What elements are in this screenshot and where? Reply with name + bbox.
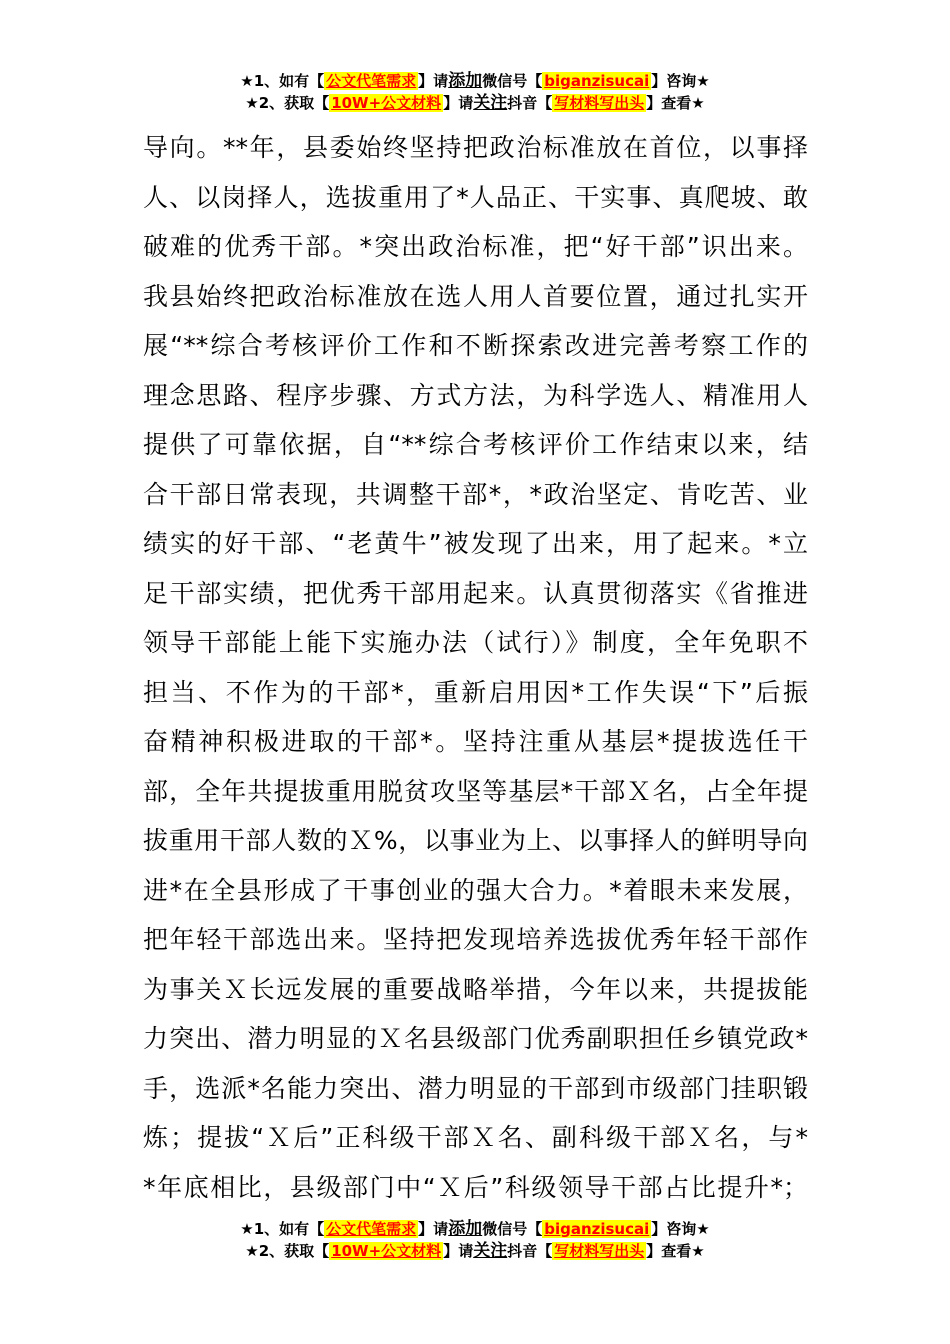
banner-text: ★2、获取【 <box>245 1242 330 1260</box>
banner-text: 微信号【 <box>482 1220 543 1238</box>
body-line: 展“**综合考核评价工作和不断探索改进完善考察工作的 <box>143 331 808 360</box>
body-line: 担当、不作为的干部*，重新启用因*工作失误“下”后振 <box>143 677 808 707</box>
body-line: 合干部日常表现，共调整干部*，*政治坚定、肯吃苦、业 <box>143 479 808 509</box>
banner-line-2 <box>0 1240 950 1262</box>
body-line: 理念思路、程序步骤、方式方法，为科学选人、精准用人 <box>143 380 808 410</box>
body-line: 拔重用干部人数的Ｘ%，以事业为上、以事择人的鲜明导向 <box>143 826 808 855</box>
banner-text: 】请 <box>418 72 449 90</box>
body-line: 进*在全县形成了干事创业的强大合力。*着眼未来发展， <box>143 875 808 905</box>
body-line: 领导干部能上能下实施办法（试行）》制度，全年免职不 <box>143 628 808 657</box>
body-line: 人、以岗择人，选拔重用了*人品正、干实事、真爬坡、敢 <box>143 182 808 212</box>
banner-text: ★1、如有【 <box>240 72 325 90</box>
body-line: 绩实的好干部、“老黄牛”被发现了出来，用了起来。*立 <box>143 529 808 558</box>
body-line: 足干部实绩，把优秀干部用起来。认真贯彻落实《省推进 <box>143 578 808 608</box>
banner-line-1 <box>0 1218 950 1240</box>
body-line: *年底相比，县级部门中“Ｘ后”科级领导干部占比提升*； <box>143 1172 808 1202</box>
body-line: 破难的优秀干部。*突出政治标准，把“好干部”识出来。 <box>143 232 808 261</box>
banner-text: 】请 <box>443 1242 474 1260</box>
banner-text: 】咨询★ <box>651 1220 710 1238</box>
banner-text: 抖音【 <box>507 1242 553 1260</box>
body-line: 部，全年共提拔重用脱贫攻坚等基层*干部Ｘ名，占全年提 <box>143 776 808 806</box>
body-line: 我县始终把政治标准放在选人用人首要位置，通过扎实开 <box>143 281 808 311</box>
banner-text: 】请 <box>418 1220 449 1238</box>
body-line: 导向。**年，县委始终坚持把政治标准放在首位，以事择 <box>143 133 808 162</box>
banner-text: 抖音【 <box>507 94 553 112</box>
body-line: 奋精神积极进取的干部*。坚持注重从基层*提拔选任干 <box>143 727 808 756</box>
document-body <box>143 123 808 1212</box>
body-line: 为事关Ｘ长远发展的重要战略举措，今年以来，共提拔能 <box>143 974 808 1004</box>
banner-text: 】查看★ <box>646 94 705 112</box>
banner-highlight-wechat: biganzisucai <box>544 72 650 90</box>
banner-highlight-douyin: 写材料写出头 <box>554 1242 645 1260</box>
banner-text: 】咨询★ <box>651 72 710 90</box>
banner-emphasis: 关注 <box>473 93 508 113</box>
banner-line-2 <box>0 92 950 114</box>
banner-text: 】查看★ <box>646 1242 705 1260</box>
banner-emphasis: 关注 <box>473 1241 508 1261</box>
banner-highlight-materials: 10W+公文材料 <box>331 94 442 112</box>
banner-highlight-douyin: 写材料写出头 <box>554 94 645 112</box>
banner-text: ★2、获取【 <box>245 94 330 112</box>
banner-emphasis: 添加 <box>448 71 483 91</box>
body-line: 炼；提拔“Ｘ后”正科级干部Ｘ名、副科级干部Ｘ名，与* <box>143 1123 808 1152</box>
body-line: 力突出、潜力明显的Ｘ名县级部门优秀副职担任乡镇党政* <box>143 1024 808 1053</box>
banner-highlight-materials: 10W+公文材料 <box>331 1242 442 1260</box>
banner-highlight-service: 公文代笔需求 <box>326 72 417 90</box>
body-line: 手，选派*名能力突出、潜力明显的干部到市级部门挂职锻 <box>143 1073 808 1103</box>
banner-emphasis: 添加 <box>448 1219 483 1239</box>
banner-line-1 <box>0 70 950 92</box>
footer-banner <box>0 1218 950 1262</box>
banner-text: 】请 <box>443 94 474 112</box>
banner-highlight-service: 公文代笔需求 <box>326 1220 417 1238</box>
banner-text: ★1、如有【 <box>240 1220 325 1238</box>
banner-highlight-wechat: biganzisucai <box>544 1220 650 1238</box>
body-line: 提供了可靠依据，自“**综合考核评价工作结束以来，结 <box>143 430 808 459</box>
header-banner <box>0 70 950 114</box>
body-line: 把年轻干部选出来。坚持把发现培养选拔优秀年轻干部作 <box>143 925 808 954</box>
banner-text: 微信号【 <box>482 72 543 90</box>
